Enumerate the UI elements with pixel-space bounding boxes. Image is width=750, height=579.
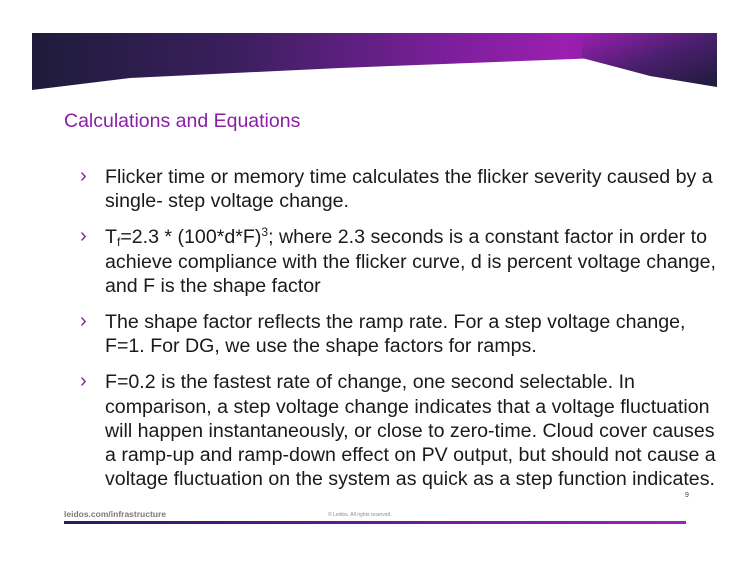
bullet-text: The shape factor reflects the ramp rate. For a step voltage change, F=1. For DG, we use the shape factors for ramps. [105,311,686,358]
bullet-text: Flicker time or memory time calculates the flicker severity caused by a single- step voltage change. [105,166,713,213]
bullet-list [80,165,720,503]
footer-copyright: © Leidos. All rights reserved. [328,512,392,518]
equation-exponent: 3 [261,225,269,240]
equation-body: =2.3 * (100*d*F) [120,226,262,249]
bullet-text-equation [105,225,720,298]
bullet-marker-icon: › [80,225,87,248]
bullet-marker-icon: › [80,370,87,393]
footer-rule [64,521,686,524]
equation-subscript: f [116,235,121,250]
bullet-item [80,310,720,358]
slide-title: Calculations and Equations [64,110,301,132]
equation-symbol: T [105,226,117,249]
bullet-item [80,165,720,213]
footer-site-link: leidos.com/infrastructure [64,509,167,519]
bullet-marker-icon: › [80,310,87,333]
bullet-item [80,370,720,491]
header-banner [0,0,750,120]
equation-description: ; where 2.3 seconds is a constant factor in order to achieve compliance with the flicker curve, d is percent voltage change, and F is the shape factor [105,226,716,297]
page-number: 9 [685,492,689,499]
bullet-text: F=0.2 is the fastest rate of change, one second selectable. In comparison, a step voltage change indicates that a voltage fluctuation will happen instantaneously, or close to zero-time. Cloud cover causes a ramp-up and ramp-down effect on PV output, but should not cause a voltage fluctuation on the system as quick as a step function indicates. [105,371,716,491]
bullet-item [80,225,720,298]
bullet-marker-icon: › [80,165,87,187]
